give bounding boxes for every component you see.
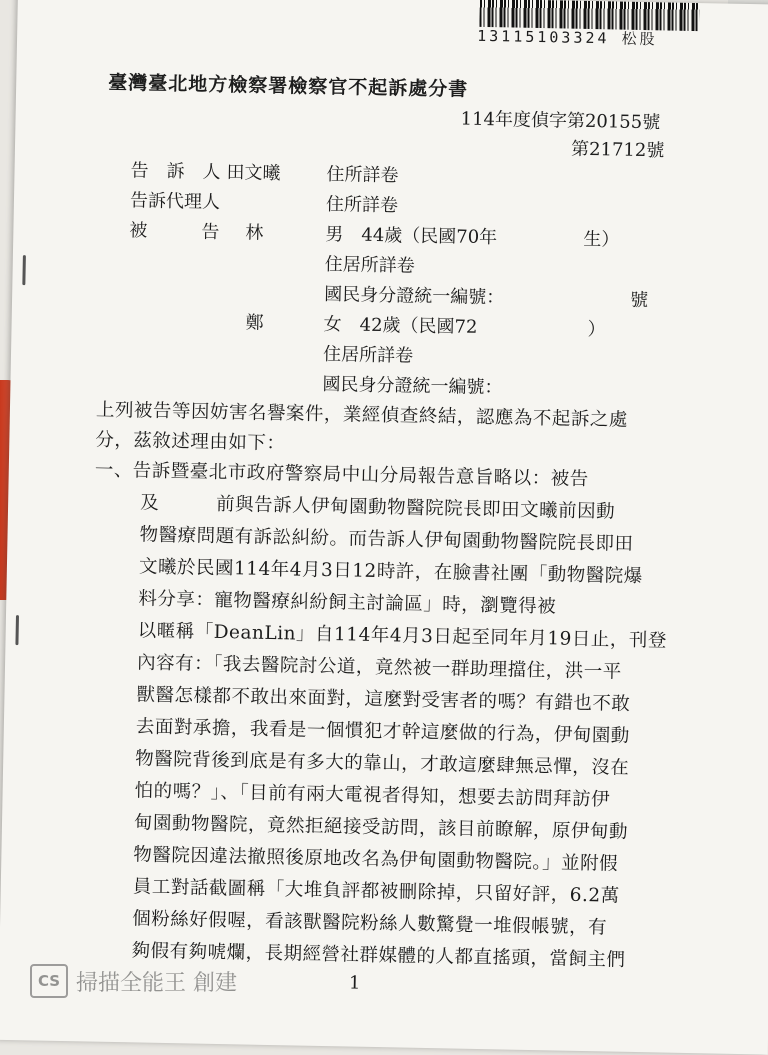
body-line: 員工對話截圖稱「大堆負評都被刪除掉，只留好評，6.2萬 [132,876,620,907]
punch-mark [15,615,19,645]
party-label-agent: 告訴代理人 [129,190,221,213]
body-line: 及 前與告訴人伊甸園動物醫院院長即田文曦前因動 [139,492,616,523]
body-line: 物醫療問題有訴訟糾紛。而告訴人伊甸園動物醫院院長即田 [139,524,634,555]
party-detail-complainant: 住所詳卷 [326,163,399,187]
body-line: 物醫院因違法撤照後原地改名為伊甸園動物醫院。」並附假 [133,844,619,875]
party-id-defendant-1: 國民身分證統一編號： [324,283,505,309]
party-id-defendant-2: 國民身分證統一編號： [322,373,503,399]
party-detail-defendant-1: 男 44歲（民國70年 [325,223,498,249]
watermark-text: 掃描全能王 創建 [76,970,237,996]
camscanner-icon: CS [30,964,68,998]
body-line: 料分享：寵物醫療糾紛飼主討論區」時，瀏覽得被 [138,588,557,618]
party-address-defendant-1: 住居所詳卷 [324,253,415,277]
body-line: 去面對承擔，我看是一個慣犯才幹這麼做的行為，伊甸園動 [135,716,631,747]
party-tail-defendant-2: ） [587,318,606,341]
body-line: 分，茲敘述理由如下： [95,429,286,455]
party-label-complainant: 告 訴 人 [130,160,221,183]
body-line: 一、告訴暨臺北市政府警察局中山分局報告意旨略以：被告 [94,459,589,491]
case-number-1: 114年度偵字第20155號 [460,108,661,134]
barcode-number: 13115103324 松股 [477,26,658,49]
body-line: 夠假有夠唬爛，長期經營社群媒體的人都直搖頭，當飼主們 [131,940,626,971]
body-line: 個粉絲好假喔，看該獸醫院粉絲人數驚覺一堆假帳號，有 [131,908,608,939]
punch-mark [22,255,26,285]
party-name-defendant-1: 林 [245,222,264,244]
body-line: 文曦於民國114年4月3日12時許，在臉書社團「動物醫院爆 [138,556,643,588]
body-line: 物醫院背後到底是有多大的靠山，才敢這麼肆無忌憚，沒在 [135,748,630,779]
body-line: 內容有：「我去醫院討公道，竟然被一群助理擋住，洪一平 [136,652,622,683]
party-id-tail-defendant-1: 號 [629,289,649,312]
scanner-watermark [30,964,237,998]
document-title: 臺灣臺北地方檢察署檢察官不起訴處分書 [108,71,469,101]
party-name-defendant-2: 鄭 [245,312,264,334]
party-address-defendant-2: 住居所詳卷 [322,343,414,367]
party-tail-defendant-1: 生） [583,228,620,251]
body-line: 甸園動物醫院，竟然拒絕接受訪問，該目前瞭解，原伊甸動 [133,812,629,843]
body-line: 以暱稱「DeanLin」自114年4月3日起至同年月19日止，刊登 [137,620,668,652]
body-line: 上列被告等因妨害名譽案件，業經偵查終結，認應為不起訴之處 [95,399,629,431]
body-line: 獸醫怎樣都不敢出來面對，這麼對受害者的嗎？有錯也不敢 [136,684,631,715]
body-line: 怕的嗎？」、「目前有兩大電視者得知，想要去訪問拜訪伊 [134,780,611,811]
party-detail-agent: 住所詳卷 [325,193,399,217]
party-detail-defendant-2: 女 42歲（民國72 [323,313,478,338]
party-label-defendant: 被 告 [129,220,220,243]
case-number-2: 第21712號 [570,138,665,162]
page-number: 1 [348,972,361,994]
party-name-complainant: 田文曦 [226,162,281,185]
